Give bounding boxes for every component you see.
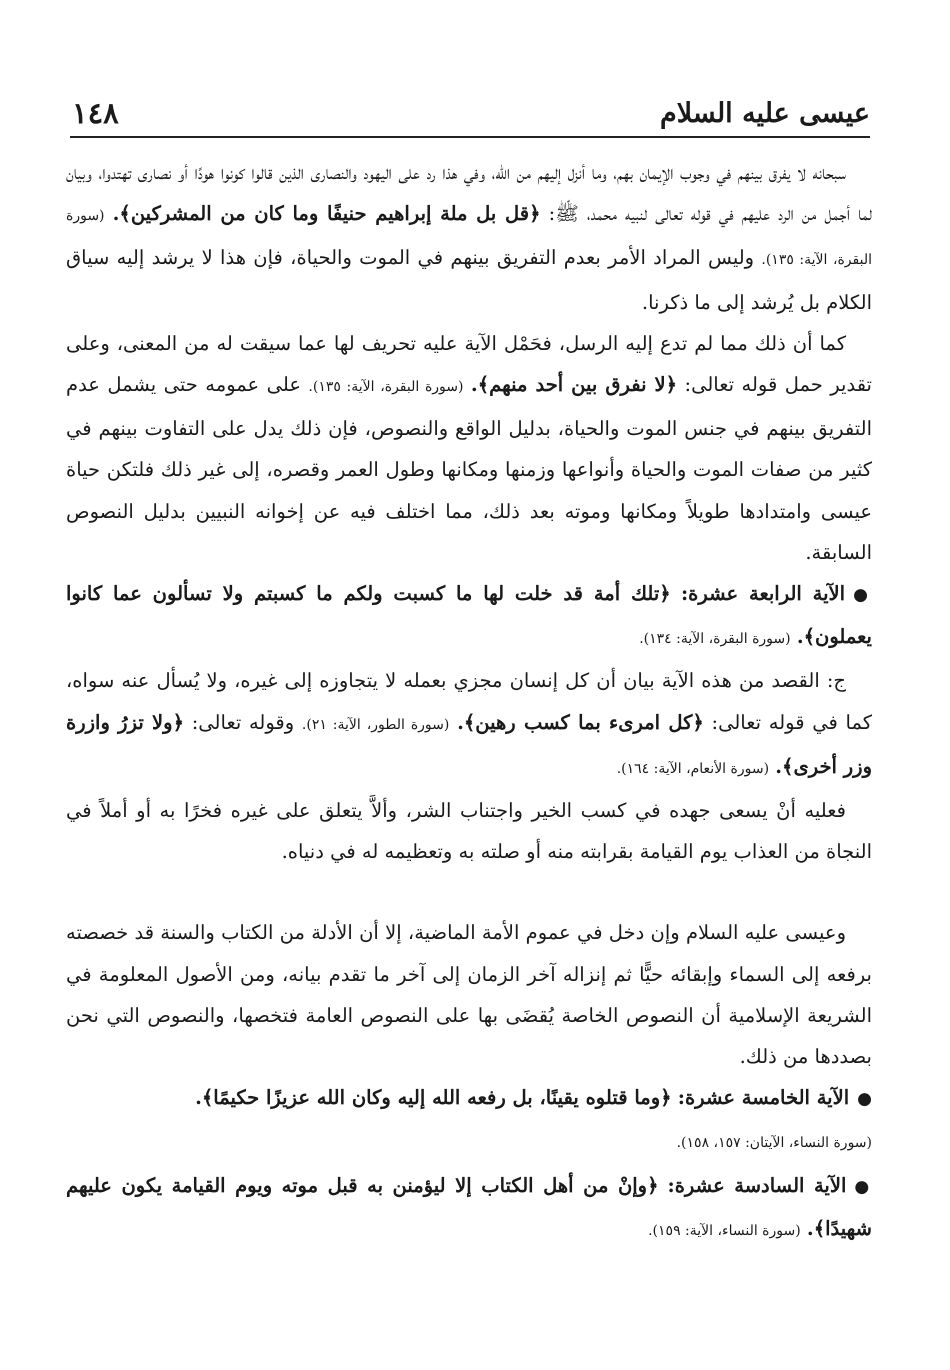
paragraph-text: كما أن ذلك مما لم تدع إليه الرسل، فحَمْل الآية عليه تحريف لها عما سيقت له من المعنى، وعلى تقدير حمل قوله تعالى:: [66, 331, 872, 397]
surah-reference: (سورة النساء، الآية: ١٥٩).: [648, 1222, 801, 1239]
paragraph-text: على عمومه حتى يشمل عدم التفريق بينهم في جنس الموت والحياة، بدليل الواقع والنصوص، فإن ذلك يدل على التفاوت بينهم في كثير من صفات الموت والحياة وأنواعها وزمنها ومكانها وطول العمر وقصره، إلى غير ذلك فلتكن حياة عيسى وامتدادها طويلاً ومكانها وموته بعد ذلك، مما اختلف فيه عن إخوانه النبيين بدليل النصوص السابقة.: [66, 373, 872, 564]
verse-14-item: [66, 573, 872, 660]
bullet-icon: ●: [853, 585, 872, 606]
page-header: [70, 96, 870, 138]
page-body: [66, 152, 872, 1252]
paragraph-text: وقوله تعالى:: [191, 710, 295, 734]
paragraph-1: [66, 152, 872, 323]
quran-quote: ﴿وما قتلوه يقينًا، بل رفعه الله إليه وكان الله عزيزًا حكيمًا﴾.: [195, 1086, 672, 1110]
running-title: عيسى عليه السلام: [660, 98, 870, 129]
paragraph-4: [66, 790, 872, 872]
bullet-icon: ●: [854, 1176, 872, 1197]
verse-15-item: [66, 1077, 872, 1120]
surah-reference: (سورة الأنعام، الآية: ١٦٤).: [616, 760, 770, 777]
surah-reference: (سورة البقرة، الآية: ١٣٥).: [308, 379, 464, 396]
paragraph-3: [66, 660, 872, 790]
quran-quote: ﴿كل امرىء بما كسب رهين﴾.: [457, 710, 704, 734]
verse-heading: الآية الرابعة عشرة:: [680, 582, 846, 606]
surah-reference: (سورة البقرة، الآية: ١٣٤).: [639, 631, 791, 648]
paragraph-text: سبحانه لا يفرق بينهم في وجوب الإيمان بهم، وما أنزل إليهم من الله، وفي هذا رد على اليهود والنصارى الذين قالوا كونوا هودًا أو نصارى تهتدوا، وبيان لما أجمل من الرد عليهم في قوله تعالى لنبيه محمد، ﷺ:: [66, 161, 872, 226]
paragraph-text: ج: القصد من هذه الآية بيان أن كل إنسان مجزي بعمله لا يتجاوزه إلى غيره، ولا يُسأل عنه سواه، كما في قوله تعالى:: [66, 669, 873, 734]
paragraph-text: فعليه أنْ يسعى جهده في كسب الخير واجتناب الشر، وألاَّ يتعلق على غيره فخرًا به أو أملاً في النجاة من العذاب يوم القيامة بقرابته منه أو صلته به وتعظيمه له في دنياه.: [66, 799, 872, 864]
paragraph-2: [66, 323, 872, 573]
quran-quote: ﴿وإنْ من أهل الكتاب إلا ليؤمنن به قبل موته ويوم القيامة يكون عليهم شهيدًا﴾.: [66, 1173, 872, 1240]
paragraph-5: [66, 912, 872, 1077]
page-number: ١٤٨: [72, 96, 119, 130]
quran-quote: ﴿لا نفرق بين أحد منهم﴾.: [470, 373, 678, 397]
verse-16-item: [66, 1165, 872, 1252]
quran-quote: ﴿قل بل ملة إبراهيم حنيفًا وما كان من المشركين﴾.: [112, 202, 541, 226]
quran-quote: ﴿ولا تزرُ وازرة وزر أخرى﴾.: [66, 710, 872, 778]
verse-15-reference-line: [66, 1120, 872, 1164]
surah-reference: (سورة البقرة، الآية: ١٣٥).: [66, 208, 872, 269]
paragraph-text: وليس المراد الأمر بعدم التفريق بينهم في الموت والحياة، فإن هذا لا يرشد إليه سياق الكلام بل يُرشد إلى ما ذكرنا.: [66, 246, 872, 314]
bullet-icon: ●: [857, 1089, 872, 1110]
verse-heading: الآية الخامسة عشرة:: [677, 1086, 850, 1110]
surah-reference: (سورة الطور، الآية: ٢١).: [301, 716, 450, 733]
paragraph-gap: [66, 872, 872, 912]
verse-heading: الآية السادسة عشرة:: [667, 1173, 847, 1197]
quran-quote: ﴿تلك أمة قد خلت لها ما كسبت ولكم ما كسبتم ولا تسألون عما كانوا يعملون﴾.: [66, 582, 872, 649]
paragraph-text: وعيسى عليه السلام وإن دخل في عموم الأمة الماضية، إلا أن الأدلة من الكتاب والسنة قد خصصته برفعه إلى السماء وإبقائه حيًّا ثم إنزاله آخر الزمان إلى آخر ما تقدم بيانه، ومن الأصول المعلومة في الشريعة الإسلامية أن النصوص الخاصة يُقضَى بها على النصوص العامة فتخصها، والنصوص التي نحن بصددها من ذلك.: [66, 921, 872, 1069]
surah-reference: (سورة النساء، الآيتان: ١٥٧، ١٥٨).: [676, 1135, 872, 1152]
